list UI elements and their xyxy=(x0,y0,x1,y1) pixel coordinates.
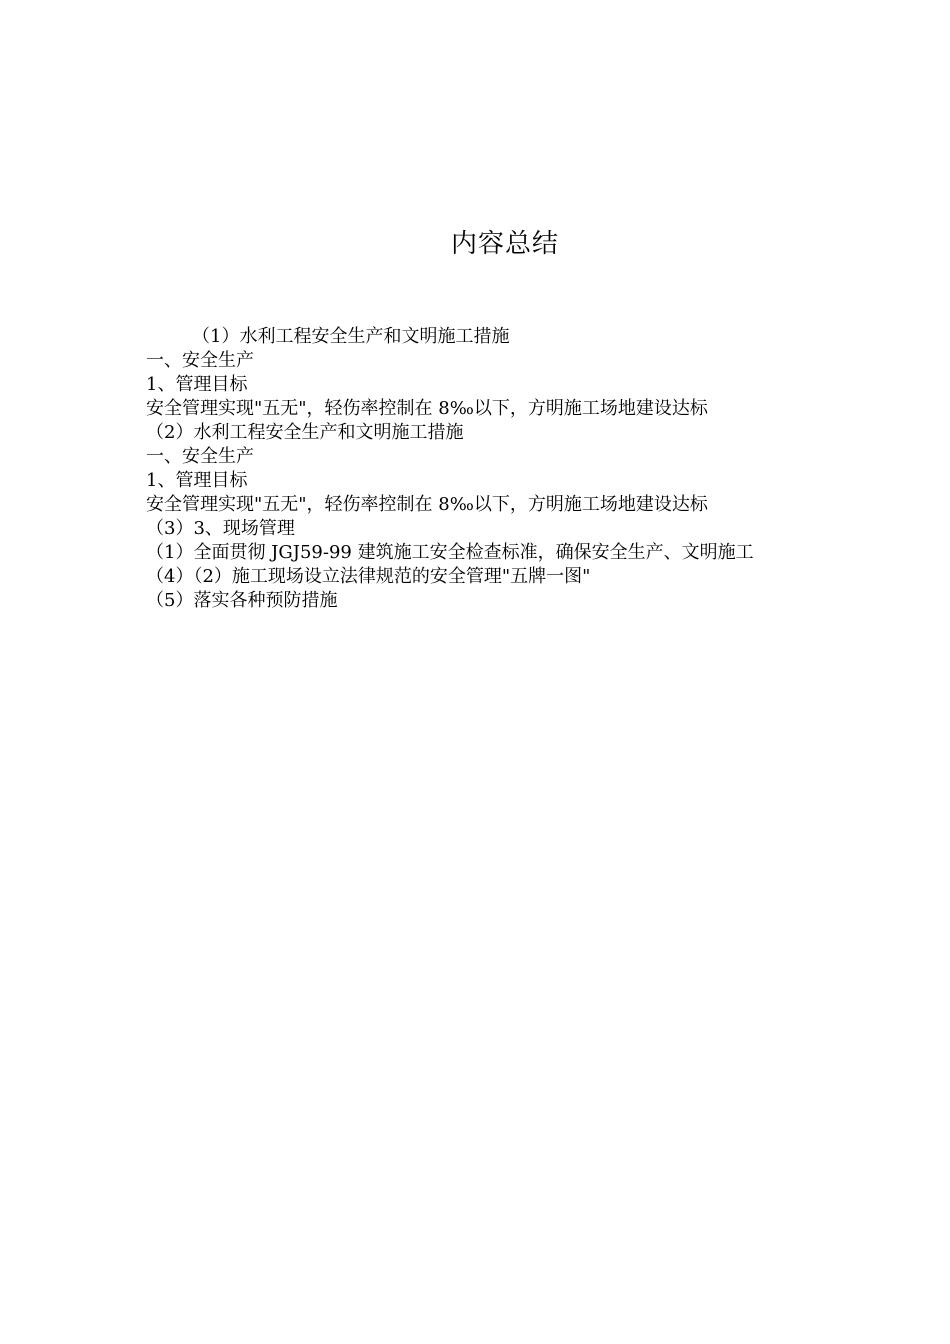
paragraph-line: （3）3、现场管理 xyxy=(146,518,295,539)
paragraph-line: 1、管理目标 xyxy=(146,374,248,395)
document-title: 内容总结 xyxy=(450,229,559,259)
paragraph-line: 安全管理实现"五无"，轻伤率控制在 8‰以下，方明施工场地建设达标 xyxy=(146,398,708,419)
paragraph-line: （1）全面贯彻 JGJ59-99 建筑施工安全检查标准，确保安全生产、文明施工 xyxy=(146,542,754,563)
paragraph-line: 1、管理目标 xyxy=(146,470,248,491)
paragraph-line: （4）（2）施工现场设立法律规范的安全管理"五牌一图" xyxy=(146,566,591,587)
paragraph-line: （2）水利工程安全生产和文明施工措施 xyxy=(146,422,464,443)
paragraph-line: （1）水利工程安全生产和文明施工措施 xyxy=(192,326,510,347)
document-body xyxy=(146,325,810,613)
paragraph-line: （5）落实各种预防措施 xyxy=(146,590,338,611)
paragraph-line: 一、安全生产 xyxy=(146,446,254,467)
paragraph-line: 安全管理实现"五无"，轻伤率控制在 8‰以下，方明施工场地建设达标 xyxy=(146,494,708,515)
paragraph-line: 一、安全生产 xyxy=(146,350,254,371)
